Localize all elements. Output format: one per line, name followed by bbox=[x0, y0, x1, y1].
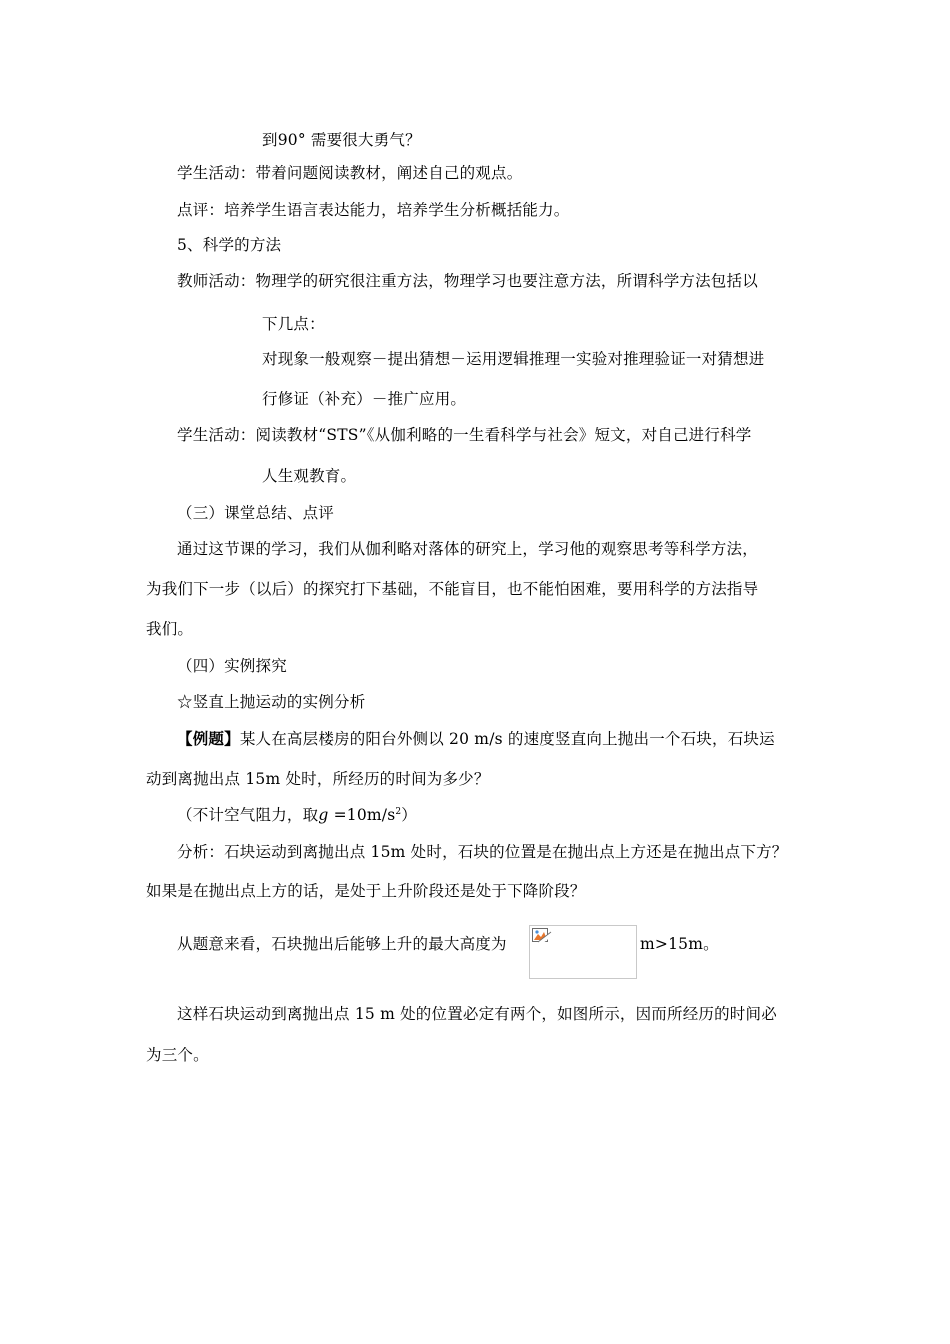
text-line: 为我们下一步（以后）的探究打下基础，不能盲目，也不能怕困难，要用科学的方法指导 bbox=[146, 580, 759, 598]
formula-prefix: （不计空气阻力，取 bbox=[177, 806, 319, 824]
text-line: ☆竖直上抛运动的实例分析 bbox=[177, 693, 366, 711]
example-label: 【例题】 bbox=[177, 729, 240, 748]
text-line: 下几点： bbox=[262, 315, 325, 333]
text-line: 学生活动：阅读教材“STS”《从伽利略的一生看科学与社会》短文，对自己进行科学 bbox=[177, 426, 752, 444]
text-line: 到90° 需要很大勇气？ bbox=[262, 131, 421, 149]
example-line bbox=[177, 729, 775, 749]
text-line: 如果是在抛出点上方的话，是处于上升阶段还是处于下降阶段？ bbox=[146, 882, 586, 900]
text-line: 学生活动：带着问题阅读教材，阐述自己的观点。 bbox=[177, 164, 523, 182]
text-line: 为三个。 bbox=[146, 1046, 209, 1064]
example-text: 某人在高层楼房的阳台外侧以 20 m/s 的速度竖直向上抛出一个石块，石块运 bbox=[239, 730, 775, 748]
gravity-symbol: g bbox=[318, 806, 329, 824]
text-line: 点评：培养学生语言表达能力，培养学生分析概括能力。 bbox=[177, 201, 570, 219]
text-line: 通过这节课的学习，我们从伽利略对落体的研究上，学习他的观察思考等科学方法， bbox=[177, 540, 758, 558]
section-heading: （三）课堂总结、点评 bbox=[177, 504, 335, 522]
formula-suffix: ） bbox=[401, 806, 417, 824]
text-line: 对现象一般观察－提出猜想－运用逻辑推理一实验对推理验证一对猜想进 bbox=[262, 350, 765, 368]
exponent: 2 bbox=[395, 806, 402, 817]
text-line: m>15m。 bbox=[640, 935, 719, 953]
text-line: 分析：石块运动到离抛出点 15m 处时，石块的位置是在抛出点上方还是在抛出点下方？ bbox=[177, 843, 788, 861]
text-line: 人生观教育。 bbox=[262, 467, 357, 485]
text-line: 从题意来看，石块抛出后能够上升的最大高度为 bbox=[177, 935, 507, 953]
formula-value: =10m/s bbox=[328, 806, 396, 824]
section-heading: 5、科学的方法 bbox=[177, 236, 282, 254]
formula-line bbox=[177, 805, 417, 825]
text-line: 这样石块运动到离抛出点 15 m 处的位置必定有两个，如图所示，因而所经历的时间必 bbox=[177, 1005, 777, 1023]
formula-image bbox=[529, 925, 637, 979]
section-heading: （四）实例探究 bbox=[177, 657, 287, 675]
text-line: 教师活动：物理学的研究很注重方法，物理学习也要注意方法，所谓科学方法包括以 bbox=[177, 272, 758, 290]
text-line: 我们。 bbox=[146, 620, 194, 638]
text-line: 行修证（补充）－推广应用。 bbox=[262, 390, 467, 408]
text-line: 动到离抛出点 15m 处时，所经历的时间为多少？ bbox=[146, 770, 490, 788]
broken-image-icon bbox=[532, 928, 552, 946]
